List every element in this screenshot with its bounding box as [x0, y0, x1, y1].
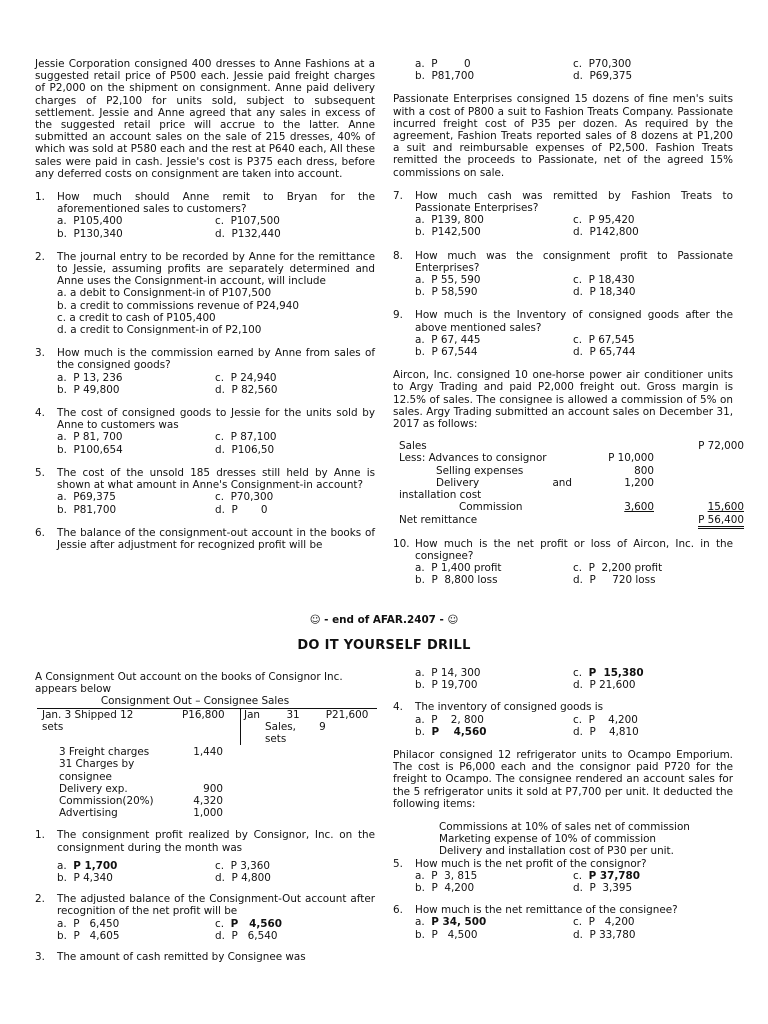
account-sales-table: Sales P 72,000 Less: Advances to consignor P 10,000 Selling expenses 800 Delivery and 1,200 installation cost Commission 3,600 15,600 Net remittance P 56,400 — [399, 440, 744, 525]
drill-question-6-options: a. P 34, 500 c. P 4,200 b. P 4,500 d. P 33,780 — [415, 916, 636, 941]
drill-question-1: 1. The consignment profit realized by Consignor, Inc. on the consignment during the month was — [35, 829, 375, 854]
question-6-options: a. P 0 c. P70,300 b. P81,700 d. P69,375 — [415, 58, 633, 83]
drill-question-4: 4. The inventory of consigned goods is — [393, 701, 604, 714]
drill-question-1-options: a. P 1,700 c. P 3,360 b. P 4,340 d. P 4,800 — [57, 859, 271, 885]
deductions-list: Commissions at 10% of sales net of commission Marketing expense of 10% of commission Delivery and installation cost of P30 per unit. — [439, 821, 690, 858]
drill-question-6: 6. How much is the net remittance of the consignee? — [393, 904, 678, 917]
question-10: 10. How much is the net profit or loss of Aircon, Inc. in the consignee? — [393, 537, 733, 562]
question-4: 4. The cost of consigned goods to Jessie for the units sold by Anne to customers was — [35, 407, 375, 432]
question-8: 8. How much was the consignment profit to Passionate Enterprises? — [393, 249, 733, 274]
drill-question-2: 2. The adjusted balance of the Consignment-Out account after recognition of the net profit will be — [35, 893, 375, 918]
drill-question-5-options: a. P 3, 815 c. P 37,780 b. P 4,200 d. P 3,395 — [415, 869, 640, 895]
drill-intro: A Consignment Out account on the books of Consignor Inc. appears below — [35, 671, 343, 696]
question-1-options: a. P105,400 c. P107,500 b. P130,340 d. P132,440 — [57, 215, 281, 240]
question-2: 2. The journal entry to be recorded by Anne for the remittance to Jessie, assuming profits are separately determined and Anne uses the Consignment-in account, will include a. a debit to Consignment-in of P107,500 b. a credit to commissions revenue of P24,940 c. a credit to cash of P105,400 d. a credit to Consignment-in of P2,100 — [35, 250, 375, 337]
drill-question-5: 5. How much is the net profit of the consignor? — [393, 857, 647, 870]
question-1: 1. How much should Anne remit to Bryan for the aforementioned sales to customers? — [35, 191, 375, 216]
drill-question-3: 3. The amount of cash remitted by Consignee was — [35, 951, 306, 964]
end-of-section: ☺ - end of AFAR.2407 - ☺ — [309, 614, 459, 626]
t-account-debits: 3 Freight charges 1,440 31 Charges by consignee Delivery exp. 900 Commission(20%) 4,320 Advertising 1,000 — [59, 746, 223, 820]
passionate-problem-intro: Passionate Enterprises consigned 15 dozens of fine men's suits with a cost of P800 a suit to Fashion Treats Company. Passionate incurred freight cost of P35 per dozen. As required by the agreement, Fashion Treats reported sales of 8 dozens at P1,200 a suit and reimbursable expenses of P2,500. Fashion Treats remitted the proceeds to Passionate, net of the agreed 15% commissions on sale. — [393, 93, 733, 179]
jessie-problem-intro: Jessie Corporation consigned 400 dresses to Anne Fashions at a suggested retail price of P500 each. Jessie paid freight charges of P2,000 on the shipment on consignment. Anne paid delivery charges of P2,100 for units sold, subject to subsequent settlement. Jessie and Anne agreed that any sales in excess of the suggested retail price will accrue to the latter. Anne submitted an account sales on the sale of 215 dresses, 40% of which was sold at P580 each and the rest at P640 each, All these sales were paid in cash. Jessie's cost is P375 each dress, before any deferred costs on consignment are taken into account. — [35, 58, 375, 180]
question-9: 9. How much is the Inventory of consigned goods after the above mentioned sales? — [393, 309, 733, 334]
left-column-top — [35, 58, 375, 551]
drill-title: DO IT YOURSELF DRILL — [297, 638, 471, 653]
question-4-options: a. P 81, 700 c. P 87,100 b. P100,654 d. P106,50 — [57, 431, 277, 456]
drill-question-3-options: a. P 14, 300 c. P 15,380 b. P 19,700 d. P 21,600 — [415, 667, 644, 692]
question-5: 5. The cost of the unsold 185 dresses still held by Anne is shown at what amount in Anne's Consignment-in account? — [35, 466, 375, 492]
left-column-bottom — [35, 671, 375, 963]
question-7-options: a. P139, 800 c. P 95,420 b. P142,500 d. P142,800 — [415, 214, 639, 239]
question-7: 7. How much cash was remitted by Fashion Treats to Passionate Enterprises? — [393, 189, 733, 215]
right-column-top — [393, 58, 744, 587]
t-account-table: Jan. 3 Shipped 12 P16,800 Jan 31 P21,600 sets Sales, 9 sets — [37, 708, 377, 746]
question-10-options: a. P 1,400 profit c. P 2,200 profit b. P 8,800 loss d. P 720 loss — [415, 562, 663, 587]
right-column-bottom — [393, 667, 733, 941]
question-3-options: a. P 13, 236 c. P 24,940 b. P 49,800 d. P 82,560 — [57, 371, 278, 396]
question-3: 3. How much is the commission earned by Anne from sales of the consigned goods? — [35, 347, 375, 372]
aircon-problem-intro: Aircon, Inc. consigned 10 one-horse power air conditioner units to Argy Trading and paid P2,000 freight out. Gross margin is 12.5% of sales. The consignee is allowed a commission of 5% on sales. Argy Trading submitted an account sales on December 31, 2017 as follows: — [393, 369, 733, 431]
question-6: 6. The balance of the consignment-out account in the books of Jessie after adjustment for recognized profit will be — [35, 526, 375, 551]
drill-question-2-options: a. P 6,450 c. P 4,560 b. P 4,605 d. P 6,540 — [57, 917, 282, 942]
philacor-problem-intro: Philacor consigned 12 refrigerator units to Ocampo Emporium. The cost is P6,000 each and the consignor paid P720 for the freight to Ocampo. The consignee rendered an account sales for the 5 refrigerator units it sold at P7,700 per unit. It deducted the following items: — [393, 749, 733, 810]
drill-question-4-options: a. P 2, 800 c. P 4,200 b. P 4,560 d. P 4,810 — [415, 713, 639, 738]
question-8-options: a. P 55, 590 c. P 18,430 b. P 58,590 d. P 18,340 — [415, 274, 636, 299]
question-5-options: a. P69,375 c. P70,300 b. P81,700 d. P 0 — [57, 491, 274, 516]
question-9-options: a. P 67, 445 c. P 67,545 b. P 67,544 d. P 65,744 — [415, 333, 636, 359]
t-account-title: Consignment Out – Consignee Sales — [100, 695, 290, 708]
